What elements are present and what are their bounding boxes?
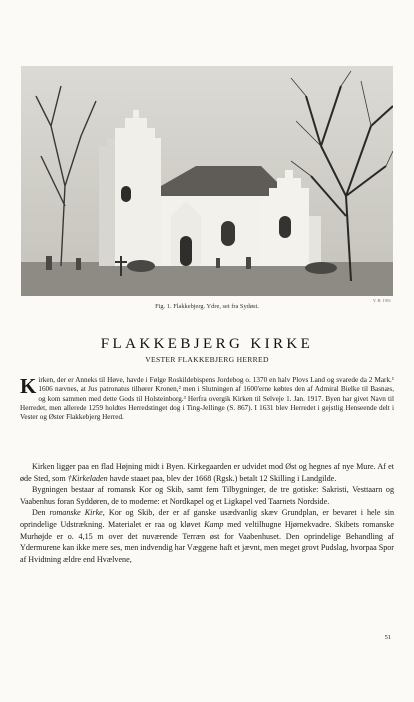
text-run: Kirken ligger paa en flad Højning midt i Byen. Kirkegaarden er udvidet mod Øst og hegnes af nye Mure. Af et øde Sted, som — [20, 462, 394, 483]
italic-term: romanske Kirke — [49, 508, 103, 518]
body-text — [20, 461, 394, 565]
italic-term: Kamp — [204, 519, 224, 529]
paragraph — [20, 507, 394, 565]
page-subtitle: VESTER FLAKKEBJERG HERRED — [145, 355, 269, 364]
figure-caption: Fig. 1. Flakkebjerg. Ydre, set fra Sydøst. — [155, 303, 259, 310]
paragraph: Bygningen bestaar af romansk Kor og Skib, samt fem Tilbygninger, de tre gotiske: Sakristi, Vesttaarn og Vaabenhus foran Syddøren, de to moderne: et Nordkapel og et Ligkapel ved Taarnets Nordside. — [20, 485, 394, 506]
paragraph — [20, 461, 394, 484]
photo-credit: V. H. 1951 — [372, 298, 391, 303]
page-title: FLAKKEBJERG KIRKE — [100, 336, 314, 352]
text-run: , Kor og Skib, der er af ganske usædvanlig skæv Grundplan, er bevaret i hele sin oprindelige Udstrækning. Materialet er raa og kløvet — [20, 508, 394, 529]
text-run: med veltilhugne Hjørnekvadre. Skibets romanske Murhøjde er o. 4,15 m over det nuværende Terræn øst for Vaabenhuset. Den oprindelige Behandling af Ydermurene kan ikke mere ses, men indvendig har Væggene haft et jævnt, men meget grovt Pudslag, hvorpaa Spor af Hvidtning ældre end Hvælvene, — [20, 519, 394, 564]
intro-paragraph — [20, 376, 394, 422]
text-run: Den — [32, 508, 50, 518]
italic-term: †Kirkeladen — [67, 473, 108, 483]
text-run: havde staaet paa, blev der 1668 (Rgsk.) betalt 12 Skilling i Landgilde. — [107, 473, 337, 483]
page-number: 51 — [384, 634, 391, 641]
church-photograph — [21, 66, 393, 296]
intro-text: irken, der er Anneks til Høve, havde i Følge Roskildebispens Jordebog o. 1370 en halv Plovs Land og svarede da 2 Mark.¹ 1606 nævnes, at Jus patronatus tilhører Kronen,² men i Slutningen af 1600'erne købtes den af Admiral Bielke til Basnæs, og kom sammen med dette Gods til Holsteinborg.³ Herfra overgik Kirken til Selveje 1. Jan. 1917. Byen har givet Navn til Herredet, men allerede 1259 holdtes Herredstinget dog i Ting-Jellinge (S. 867). I 1631 blev Herredet i gejstlig Henseende delt i Vester og Øster Flakkebjerg Herred. — [20, 376, 394, 422]
drop-cap: K — [20, 374, 37, 398]
